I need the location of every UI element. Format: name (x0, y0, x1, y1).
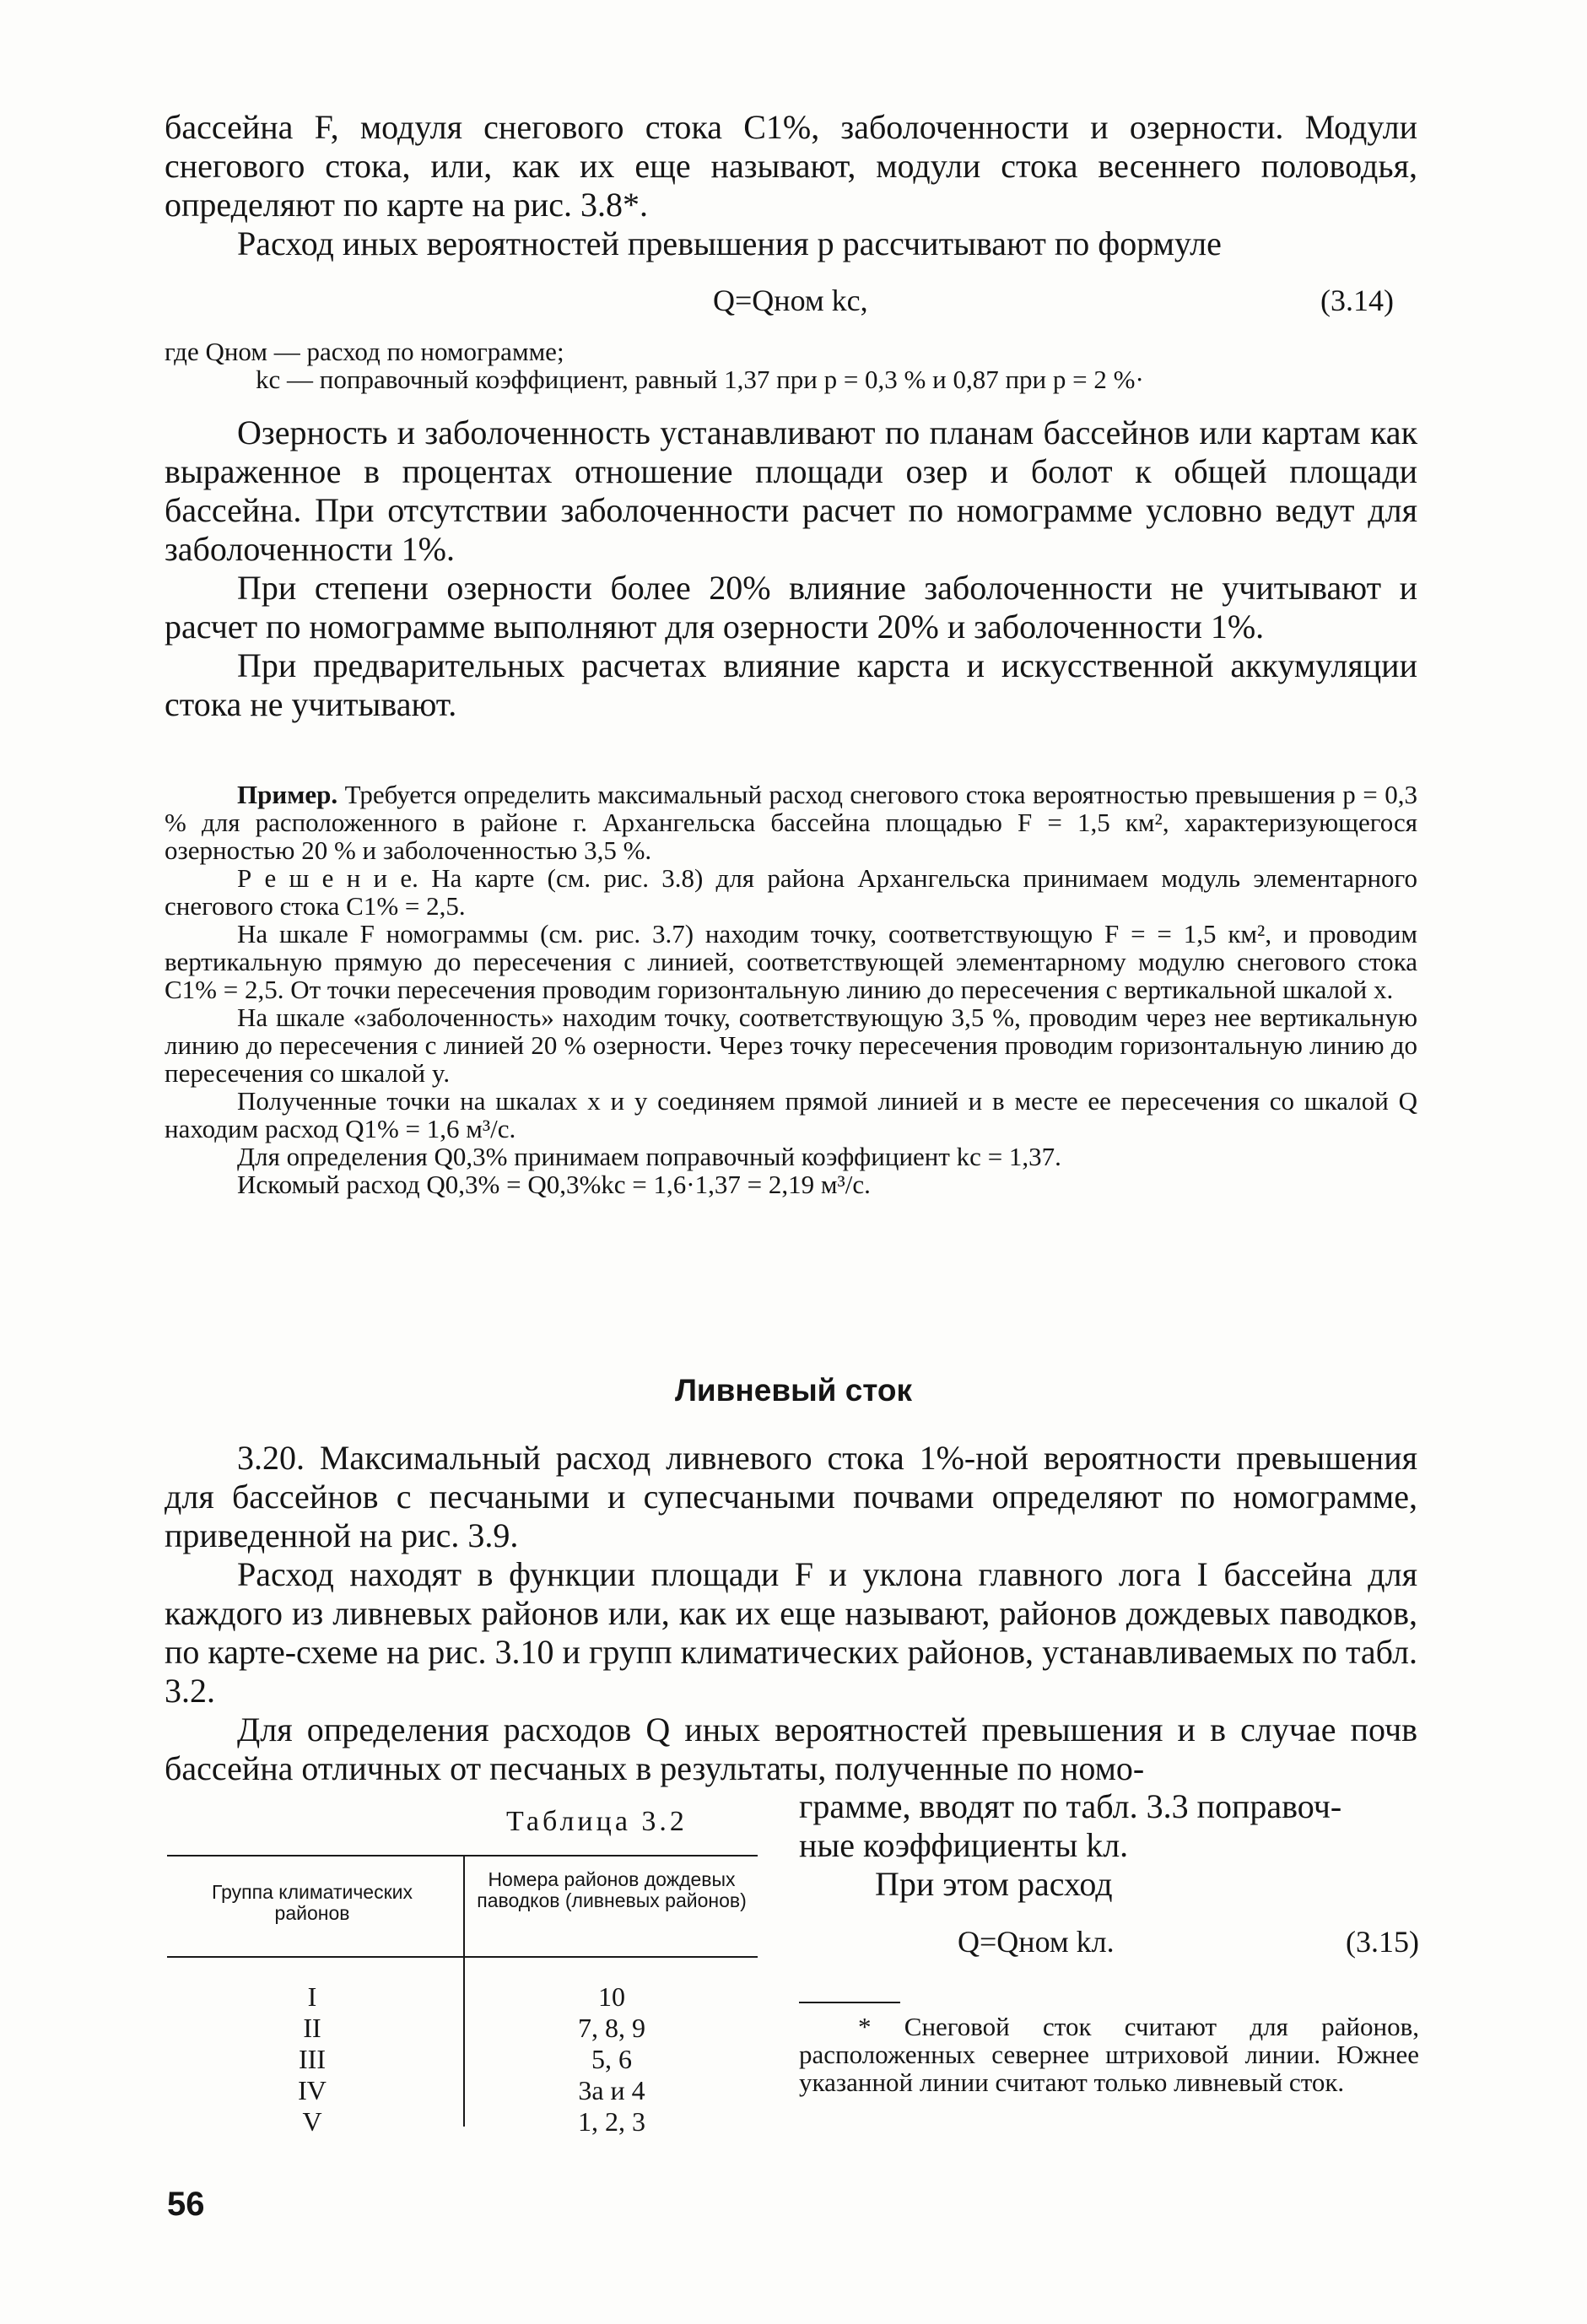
text-block-top (165, 108, 1417, 263)
table-caption: Таблица 3.2 (506, 1806, 688, 1837)
legend-line: kс — поправочный коэффициент, равный 1,37 при p = 0,3 % и 0,87 при p = 2 %· (256, 365, 1144, 394)
table-cell: 10 (598, 1981, 625, 2012)
paragraph: бассейна F, модуля снегового стока C1%, заболоченности и озерности. Модули снегового стока, или, как их еще называют, модули стока весеннего половодья, определяют по карте на рис. 3.8*. (165, 108, 1417, 224)
paragraph: Для определения расходов Q иных вероятностей превышения и в случае почв бассейна отличных от песчаных в результаты, полученные по номо- (165, 1711, 1417, 1787)
formula-legend (165, 338, 1430, 393)
example-block (165, 781, 1417, 1198)
table-header-col1: Группа климатических районов (211, 1881, 413, 1924)
paragraph: Расход иных вероятностей превышения p рассчитывают по формуле (237, 224, 1222, 262)
example-paragraph (165, 781, 1417, 864)
right-column (799, 1787, 1419, 1904)
table-cell: V (302, 2106, 322, 2137)
table-cell: IV (298, 2075, 327, 2105)
paragraph: При предварительных расчетах влияние карста и искусственной аккумуляции стока не учитывают. (165, 646, 1417, 723)
example-paragraph: На шкале F номограммы (см. рис. 3.7) находим точку, соответствующую F = = 1,5 км², и проводим вертикальную прямую до пересечения с линией, соответствующей элементарному модулю снегового стока C1% = 2,5. От точки пересечения проводим горизонтальную линию до пересечения с вертикальной шкалой x. (165, 919, 1417, 1004)
paragraph: При степени озерности более 20% влияние заболоченности не учитывают и расчет по номограмме выполняют для озерности 20% и заболоченности 1%. (165, 569, 1417, 646)
example-text: Требуется определить максимальный расход снегового стока вероятностью превышения p = 0,3 % для расположенного в районе г. Архангельска бассейна площадью F = 1,5 км², характеризующегося озерностью 20 % и заболоченностью 3,5 %. (165, 780, 1417, 865)
paragraph: Озерность и заболоченность устанавливают по планам бассейнов или картам как выраженное в процентах отношение площади озер и болот к общей площади бассейна. При отсутствии заболоченности расчет по номограмме условно ведут для заболоченности 1%. (165, 413, 1417, 568)
table-header-rule (167, 1956, 758, 1958)
formula-3-14: Q=Qном kс, (713, 284, 868, 317)
paragraph: Расход находят в функции площади F и уклона главного лога I бассейна для каждого из ливневых районов или, как их еще называют, районов дождевых паводков, по карте-схеме на рис. 3.10 и групп климатических районов, устанавливаемых по табл. 3.2. (165, 1555, 1417, 1710)
paragraph: 3.20. Максимальный расход ливневого стока 1%-ной вероятности превышения для бассейнов с песчаными и супесчаными почвами определяют по номограмме, приведенной на рис. 3.9. (165, 1439, 1417, 1554)
example-paragraph: Искомый расход Q0,3% = Q0,3%kс = 1,6·1,37 = 2,19 м³/с. (237, 1170, 871, 1199)
page-number: 56 (167, 2186, 205, 2223)
formula-number: (3.15) (1346, 1925, 1419, 1959)
table-cell: 1, 2, 3 (578, 2106, 645, 2137)
example-paragraph: Для определения Q0,3% принимаем поправочный коэффициент kс = 1,37. (237, 1142, 1061, 1171)
legend-line: где Qном — расход по номограмме; (165, 337, 564, 366)
text-block-rain (165, 1439, 1417, 1788)
table-column-rule (463, 1856, 465, 2127)
right-line: грамме, вводят по табл. 3.3 поправоч- (799, 1787, 1342, 1825)
right-line: ные коэффициенты kл. (799, 1826, 1129, 1864)
table-cell: 7, 8, 9 (578, 2013, 645, 2043)
section-heading: Ливневый сток (674, 1373, 913, 1408)
table-cell: II (303, 2013, 321, 2043)
footnote-rule (799, 2002, 900, 2003)
table-cell: III (299, 2044, 326, 2074)
table-header-col2: Номера районов дождевых паводков (ливневых районов) (477, 1868, 747, 1911)
right-line: При этом расход (875, 1865, 1113, 1903)
table-col1 (173, 1981, 451, 2138)
table-cell: 5, 6 (591, 2044, 632, 2074)
formula-3-15: Q=Qном kл. (958, 1925, 1115, 1959)
table-col2 (468, 1981, 755, 2138)
example-label: Пример. (237, 780, 338, 809)
formula-number: (3.14) (1320, 284, 1394, 317)
footnote: * Снеговой сток считают для районов, расположенных севернее штриховой линии. Южнее указанной линии считают только ливневый сток. (799, 2012, 1419, 2097)
example-paragraph: На шкале «заболоченность» находим точку, соответствующую 3,5 %, проводим через нее вертикальную линию до пересечения с линией 20 % озерности. Через точку пересечения проводим горизонтальную линию до пересечения со шкалой y. (165, 1003, 1417, 1088)
text-block-mid (165, 413, 1417, 724)
example-paragraph: Р е ш е н и е. На карте (см. рис. 3.8) для района Архангельска принимаем модуль элементарного снегового стока C1% = 2,5. (165, 863, 1417, 921)
example-paragraph: Полученные точки на шкалах x и y соединяем прямой линией и в месте ее пересечения со шкалой Q находим расход Q1% = 1,6 м³/с. (165, 1086, 1417, 1143)
table-cell: 3а и 4 (578, 2075, 645, 2105)
table-top-rule (167, 1855, 758, 1856)
table-cell: I (307, 1981, 317, 2012)
